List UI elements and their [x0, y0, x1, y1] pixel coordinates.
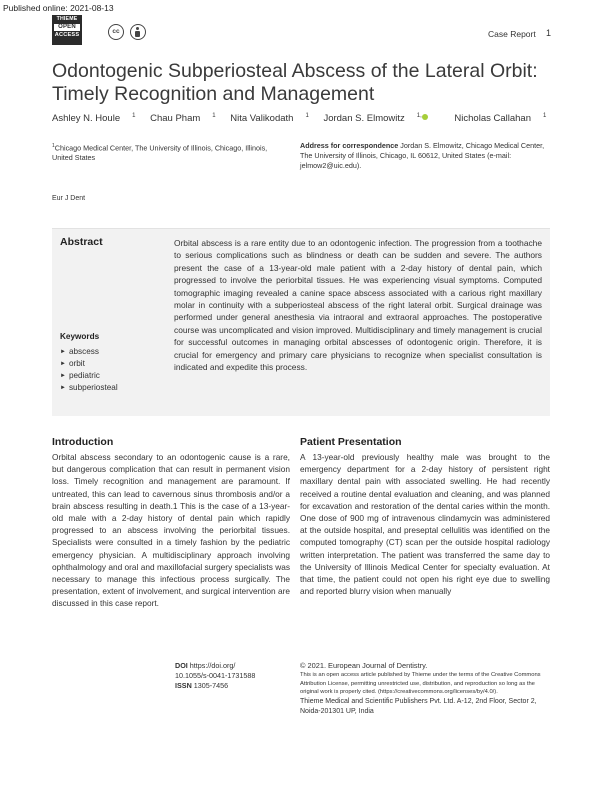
badge-line2: OPEN — [54, 24, 80, 31]
journal-name: Eur J Dent — [52, 195, 86, 202]
introduction-text: Orbital abscess secondary to an odontogenic cause is a rare, but dangerous complication that can result in permanent vision loss. Timely recognition and management are paramount. If untreated, this can lead to cavernous sinus thrombosis and/or a brain abscess resulting in death.1 This is the case of a 13-year-old male with a 2-day history of dental pain which rapidly progressed to an abscess involving the periorbital tissues. Specialists were consulted in a timely fashion by the pediatric emergency physician. A multidisciplinary approach involving ophthalmology and oral and maxillofacial surgery specialists was necessary to manage this infectious process surgically. The presentation, extent of involvement, and surgical intervention are discussed in this case report. — [52, 452, 290, 609]
abstract-heading: Abstract — [60, 236, 103, 248]
keyword-list — [60, 346, 118, 394]
copyright-block — [300, 661, 550, 717]
author[interactable]: Chau Pham $^1$ — [150, 113, 216, 125]
badge-line3: ACCESS — [54, 32, 80, 38]
keyword: ► abscess — [60, 346, 118, 358]
doi-link[interactable]: https://doi.org/ — [189, 661, 236, 670]
affiliation: $^1$Chicago Medical Center, The University of Illinois, Chicago, Illinois, United States — [52, 143, 268, 163]
author[interactable]: Ashley N. Houle $^1$ — [52, 113, 136, 125]
badge-line1: THIEME — [56, 16, 78, 22]
author[interactable]: Nicholas Callahan $^1$ — [454, 113, 547, 125]
introduction-heading: Introduction — [52, 436, 114, 448]
copyright: © 2021. European Journal of Dentistry. — [300, 661, 428, 670]
correspondence — [300, 141, 550, 171]
article-title: Odontogenic Subperiosteal Abscess of the Lateral Orbit: Timely Recognition and Management — [52, 60, 538, 105]
keyword: ► subperiosteal — [60, 382, 118, 394]
author[interactable]: Nita Valikodath $^1$ — [230, 113, 309, 125]
doi-block — [175, 661, 285, 691]
author[interactable]: Jordan S. Elmowitz $^{1,}$ — [323, 113, 439, 124]
patient-presentation-heading: Patient Presentation — [300, 436, 402, 448]
keywords-heading: Keywords — [60, 332, 100, 341]
doi-label: DOI — [175, 661, 188, 670]
keyword: ► orbit — [60, 358, 118, 370]
issn-label: ISSN — [175, 681, 192, 690]
published-date: Published online: 2021-08-13 — [3, 3, 114, 13]
correspondence-text: Jordan S. Elmowitz, Chicago Medical Center, The University of Illinois, Chicago, IL 60612, United States (e-mail: jelmow2@uic.edu). — [300, 141, 545, 170]
patient-presentation-text: A 13-year-old previously healthy male was brought to the emergency department for a 2-day history of persistent right maxillary dental pain with associated swelling. He had recently received a routine dental evaluation and cleaning, and was planned for excavation and restoration of the dental caries within the month. One dose of 900 mg of intravenous clindamycin was administered at the outside hospital, and preseptal cellulitis was identified on the computed tomography (CT) scan per the outside hospital radiology written interpretation. The patient was transferred the same day to the University of Illinois Medical Center for specialty evaluation. At that time, the patient could not open his right eye due to swelling and reported blurry vision when manually — [300, 452, 550, 597]
publisher-address: Thieme Medical and Scientific Publishers Pvt. Ltd. A-12, 2nd Floor, Sector 2, Noida-201301 UP, India — [300, 697, 537, 715]
creative-commons-icon: cc — [108, 24, 124, 40]
issn-value: 1305-7456 — [193, 681, 229, 690]
correspondence-label: Address for correspondence — [300, 141, 399, 150]
author-list — [52, 113, 558, 124]
license-text: This is an open access article published by Thieme under the terms of the Creative Commons Attribution License, permitting unrestricted use, distribution, and reproduction so long as the original work is properly cited. (https://creativecommons.org/licenses/by/4.0/). — [300, 672, 541, 696]
doi-number[interactable]: 10.1055/s-0041-1731588 — [175, 671, 256, 680]
attribution-icon — [130, 24, 146, 40]
orcid-icon[interactable] — [422, 114, 428, 120]
thieme-open-access-logo — [52, 15, 82, 45]
page-number: 1 — [546, 28, 552, 38]
running-head: Case Report — [488, 29, 536, 39]
abstract-text: Orbital abscess is a rare entity due to an odontogenic infection. The progression from a toothache to serious complications such as blindness or death can be sudden and severe. The authors present the case of a 13-year-old male patient with a 2-day history of dental pain, which progressed to involve the periorbital tissues. He was experiencing visual symptoms. Computed tomographic imaging revealed a canine space abscess associated with a carious right maxillary molar in continuity with a subperiosteal abscess of the right lateral orbit. Surgical drainage was performed under general anesthesia via intraoral and extraoral approaches. The postoperative course was uncomplicated and vision improved. Multidisciplinary and timely management is crucial for successful outcomes in managing orbital abscesses of odontogenic origin. Therefore, it is crucial for emergency and primary care physicians to recognize when specialist consultation is indicated and expedite this process. — [174, 238, 542, 373]
keyword: ► pediatric — [60, 370, 118, 382]
